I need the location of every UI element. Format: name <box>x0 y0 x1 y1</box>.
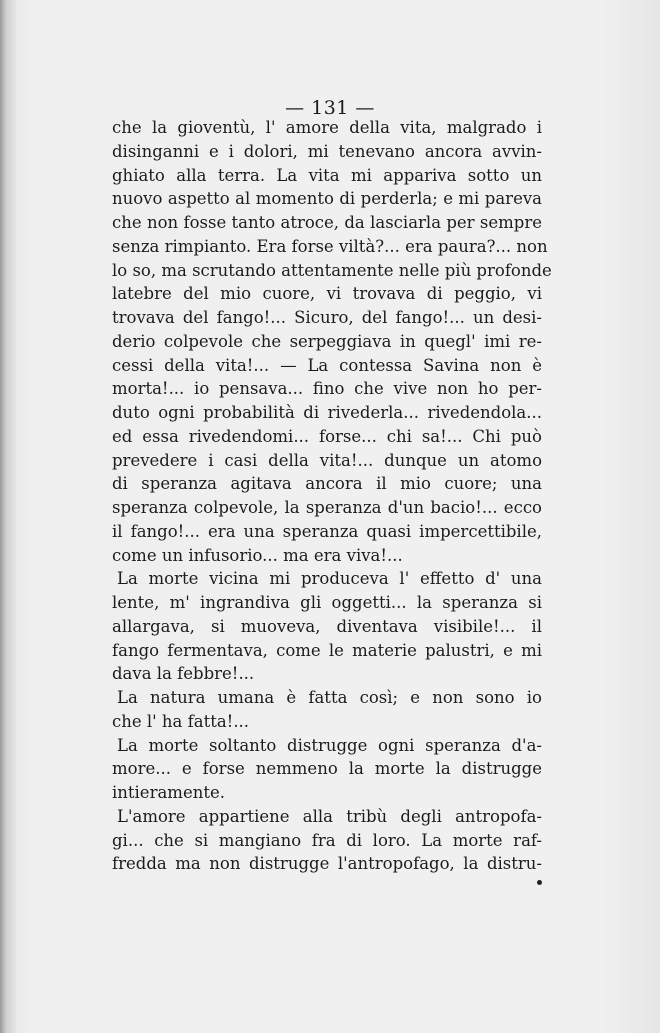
text-line: lente, m' ingrandiva gli oggetti... la speranza si <box>112 593 542 612</box>
text-line: fredda ma non distrugge l'antropofago, la distru- <box>112 854 542 874</box>
text-line: speranza colpevole, la speranza d'un bacio!... ecco <box>112 498 542 517</box>
text-line: di speranza agitava ancora il mio cuore; una <box>112 474 542 494</box>
page-binding-edge <box>0 0 16 1033</box>
body-text <box>112 116 552 876</box>
text-line: L'amore appartiene alla tribù degli antropofa- <box>117 806 542 826</box>
text-line: ghiato alla terra. La vita mi appariva sotto un <box>112 165 542 185</box>
text-line: il fango!... era una speranza quasi impercettibile, <box>112 521 542 541</box>
text-line: nuovo aspetto al momento di perderla; e mi pareva <box>112 189 542 209</box>
text-line: ed essa rivedendomi... forse... chi sa!... Chi può <box>112 426 542 446</box>
text-line: latebre del mio cuore, vi trovava di peggio, vi <box>112 284 542 304</box>
text-line: derio colpevole che serpeggiava in quegl' imi re- <box>112 331 542 351</box>
text-line: lo so, ma scrutando attentamente nelle più profonde <box>112 260 552 280</box>
text-line: dava la febbre!... <box>112 664 255 684</box>
page-number: — 131 — <box>285 97 375 119</box>
text-line: cessi della vita!... — La contessa Savina non è <box>112 355 542 375</box>
text-line: gi... che si mangiano fra di loro. La morte raf- <box>112 830 542 850</box>
text-line: La morte vicina mi produceva l' effetto d' una <box>117 569 542 589</box>
text-line: fango fermentava, come le materie palustri, e mi <box>112 640 542 660</box>
text-line: La morte soltanto distrugge ogni speranza d'a- <box>117 735 542 755</box>
text-line: trovava del fango!... Sicuro, del fango!... un desi- <box>112 308 542 327</box>
text-line: che l' ha fatta!... <box>112 711 250 731</box>
text-line: allargava, si muoveva, diventava visibile!... il <box>112 616 542 636</box>
text-line: che non fosse tanto atroce, da lasciarla per sempre <box>112 213 542 232</box>
text-line: La natura umana è fatta così; e non sono io <box>117 688 542 707</box>
text-line: intieramente. <box>112 783 225 802</box>
text-line: come un infusorio... ma era viva!... <box>112 545 403 565</box>
text-line: disinganni e i dolori, mi tenevano ancora avvin- <box>112 141 542 161</box>
text-line: prevedere i casi della vita!... dunque un atomo <box>112 450 542 470</box>
text-line: senza rimpianto. Era forse viltà?... era paura?... non <box>112 236 548 256</box>
text-line: morta!... io pensava... fino che vive non ho per- <box>112 379 542 399</box>
text-line: duto ogni probabilità di rivederla... rivedendola... <box>112 403 542 422</box>
text-line: more... e forse nemmeno la morte la distrugge <box>112 759 542 779</box>
text-line: che la gioventù, l' amore della vita, malgrado i <box>112 118 542 137</box>
ink-speck <box>537 880 542 885</box>
